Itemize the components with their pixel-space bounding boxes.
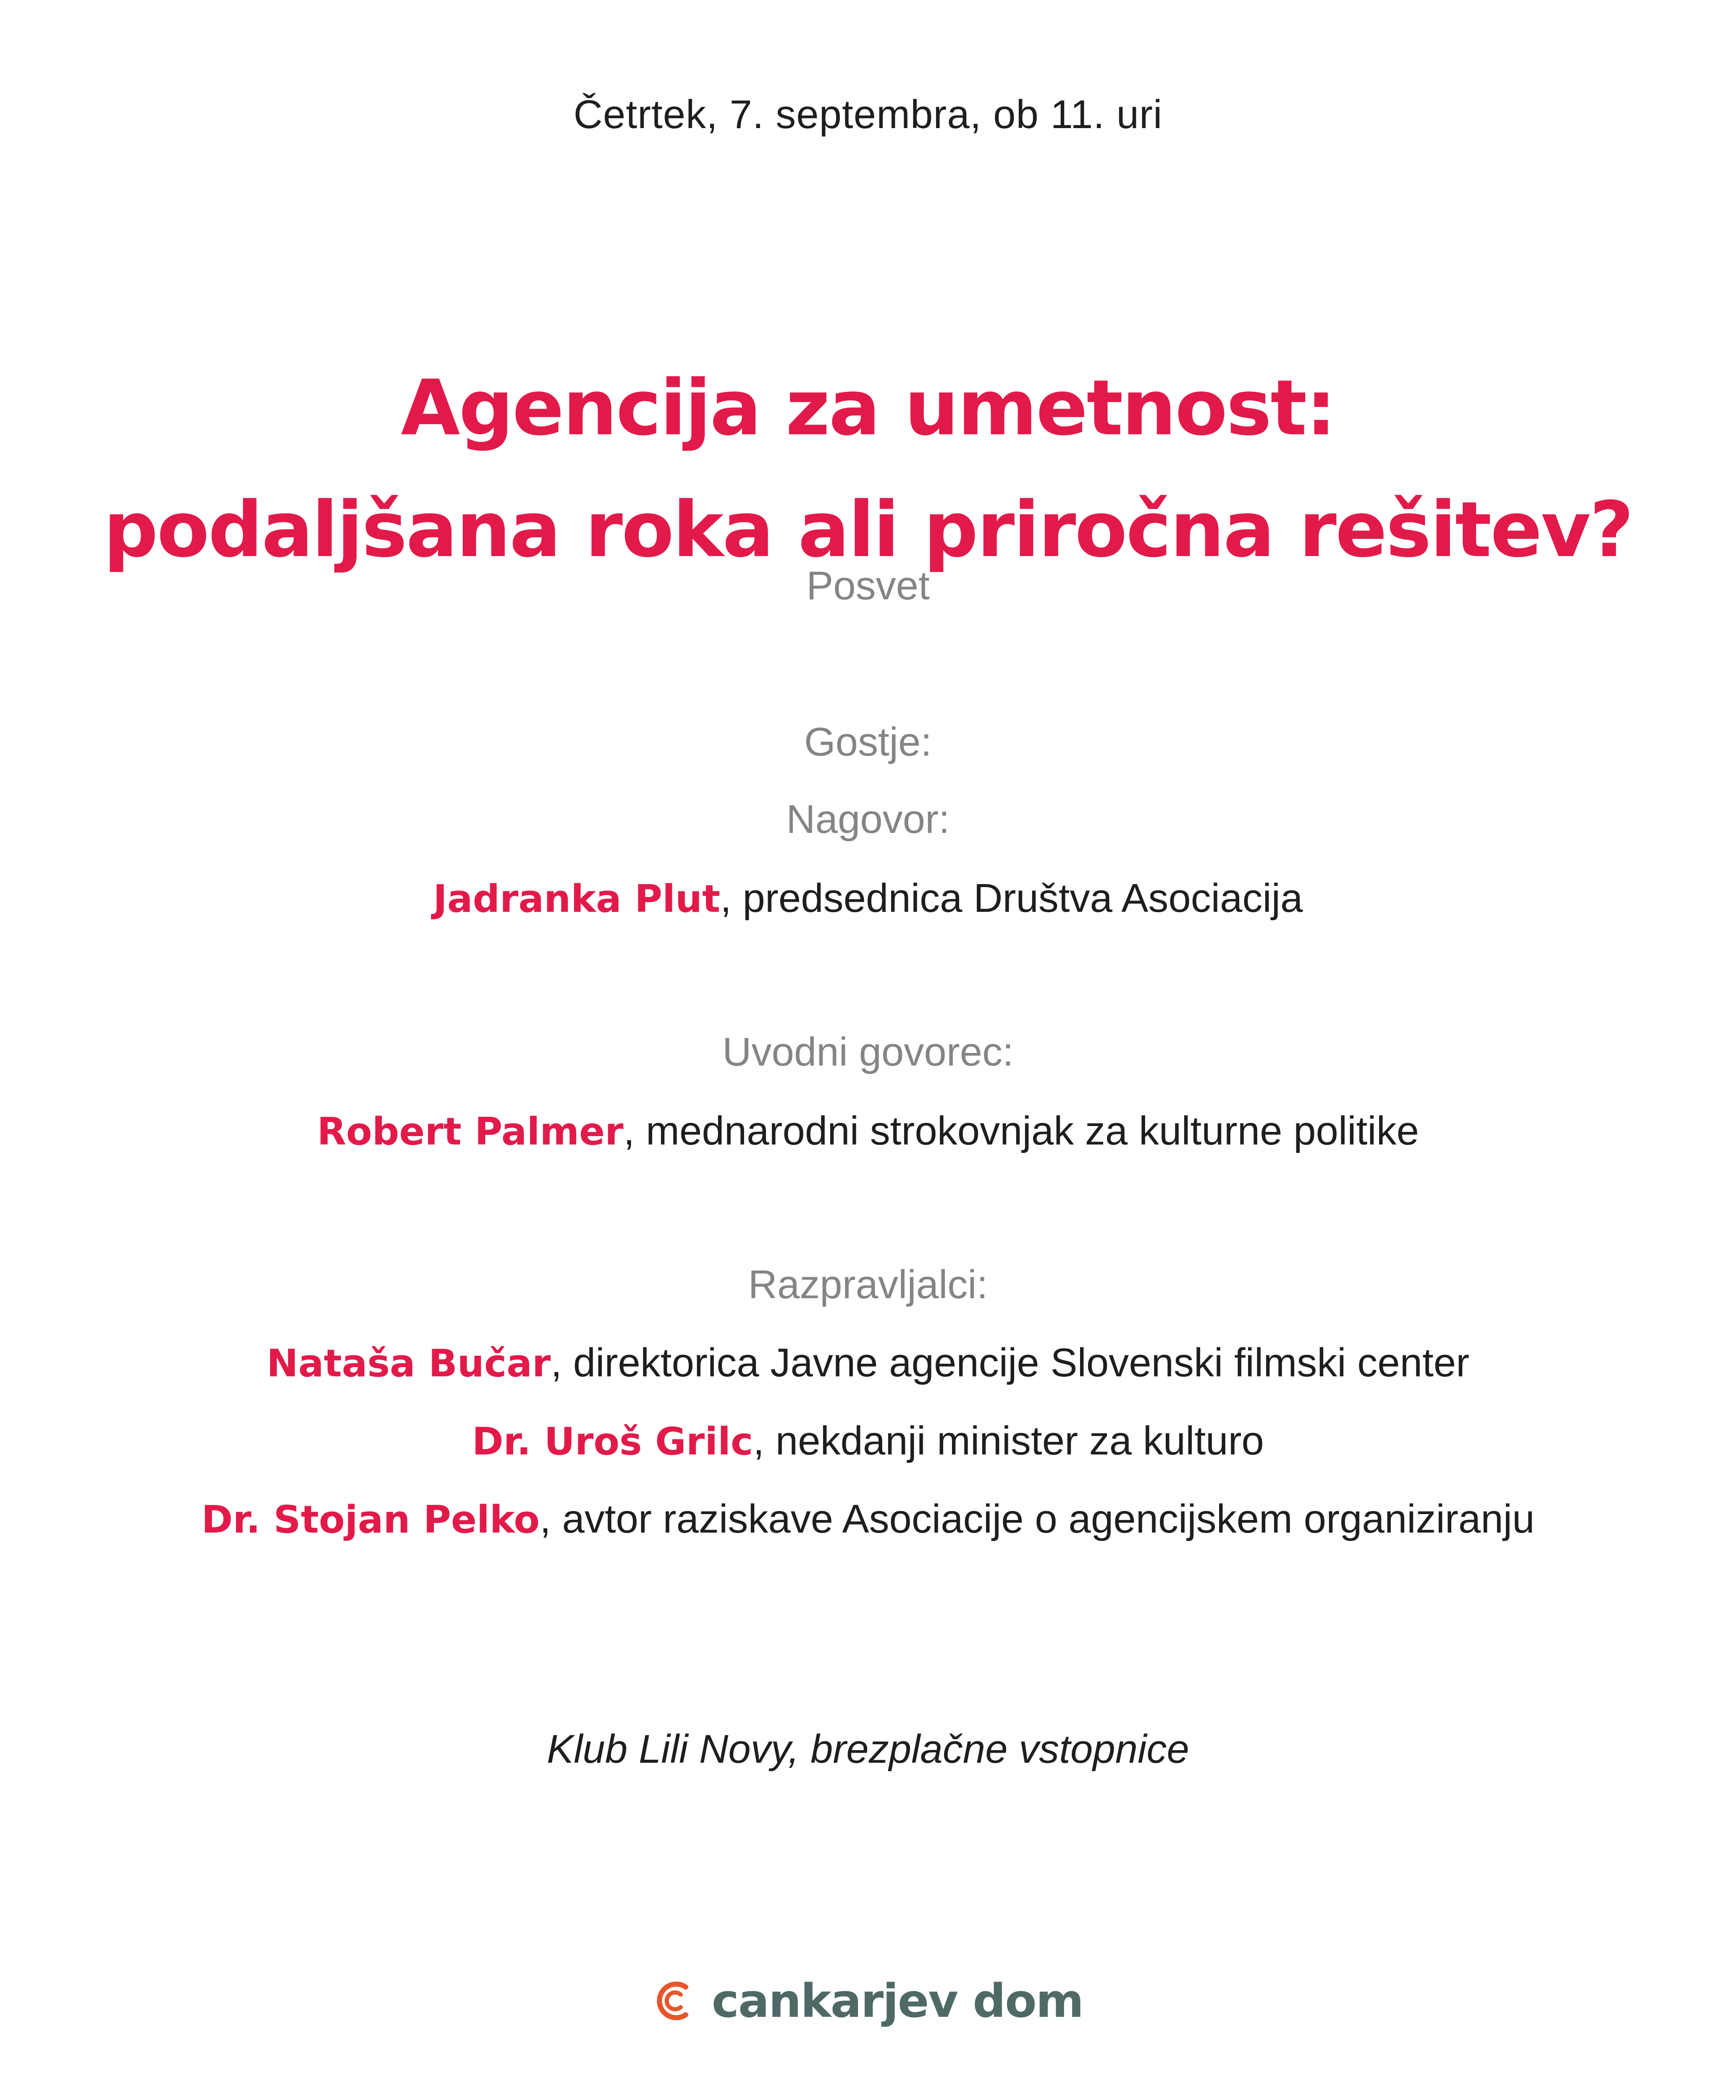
greeting-label: Nagovor:: [786, 797, 950, 842]
cankarjev-dom-wordmark: cankarjev dom: [711, 1974, 1083, 2028]
title-line-2: podaljšana roka ali priročna rešitev?: [103, 485, 1633, 574]
cankarjev-c-icon: [653, 1978, 695, 2024]
keynote-label: Uvodni govorec:: [722, 1029, 1014, 1074]
venue-info: Klub Lili Novy, brezplačne vstopnice: [547, 1727, 1189, 1772]
event-title: [0, 347, 1736, 591]
speaker-role: , mednarodni strokovnjak za kulturne politike: [623, 1108, 1419, 1153]
speaker-role: , avtor raziskave Asociacije o agencijskem organiziranju: [540, 1496, 1535, 1541]
speaker-role: , nekdanji minister za kulturo: [753, 1418, 1264, 1463]
event-date: Četrtek, 7. septembra, ob 11. uri: [573, 92, 1163, 137]
speaker-name: Dr. Uroš Grilc: [472, 1420, 753, 1464]
event-type: Posvet: [806, 563, 930, 608]
speaker-role: , predsednica Društva Asociacija: [720, 876, 1303, 921]
guests-label: Gostje:: [804, 719, 932, 764]
panel-speaker: [0, 1340, 1736, 1386]
speaker-name: Robert Palmer: [317, 1110, 624, 1154]
cankarjev-dom-logo: [0, 1974, 1736, 2041]
panel-label: Razpravljalci:: [748, 1262, 988, 1307]
greeting-speaker: [0, 875, 1736, 921]
panel-speaker: [0, 1496, 1736, 1542]
speaker-name: Dr. Stojan Pelko: [201, 1498, 540, 1542]
speaker-name: Jadranka Plut: [433, 877, 721, 921]
speaker-role: , direktorica Javne agencije Slovenski filmski center: [551, 1340, 1470, 1385]
keynote-speaker: [0, 1108, 1736, 1154]
speaker-name: Nataša Bučar: [266, 1341, 551, 1386]
title-line-1: Agencija za umetnost:: [401, 363, 1335, 452]
panel-speaker: [0, 1418, 1736, 1464]
